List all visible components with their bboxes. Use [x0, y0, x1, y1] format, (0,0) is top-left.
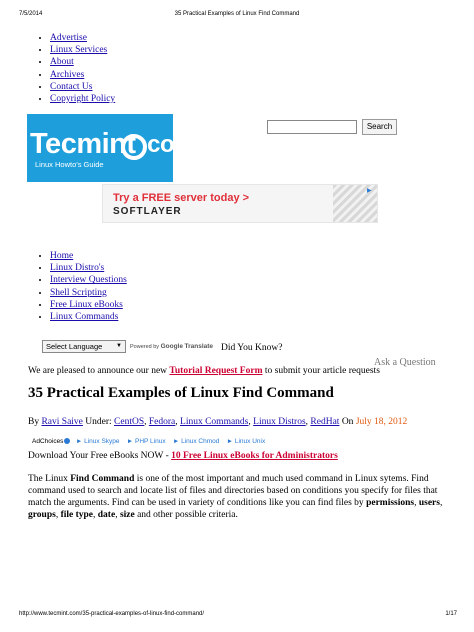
main-menu-shell-scripting[interactable]: Shell Scripting — [50, 287, 107, 298]
main-menu-item — [50, 299, 127, 311]
translate-link[interactable]: Translate — [184, 343, 214, 350]
language-select[interactable] — [42, 340, 126, 353]
top-menu-advertise[interactable]: Advertise — [50, 33, 87, 43]
search-input[interactable] — [267, 120, 357, 134]
top-menu-about[interactable]: About — [50, 57, 74, 68]
print-date: 7/5/2014 — [19, 11, 43, 17]
print-title: 35 Practical Examples of Linux Find Command — [174, 11, 300, 17]
announce-text: We are pleased to announce our new — [28, 366, 170, 376]
category-redhat[interactable]: RedHat — [310, 417, 340, 427]
chevron-down-icon: ▼ — [116, 343, 122, 349]
article-intro: The Linux Find Command is one of the most important and much used command in Linux sytems. Find command used to search and locate list of files and directories based on conditions you specify for files that match the arguments. Find can be used in variety of conditions like you can find files by permissions, users, groups, file type, date, size and other possible criteria. — [28, 474, 443, 520]
adchoices-icon[interactable]: ▶ — [367, 188, 372, 194]
category-linux-distros[interactable]: Linux Distros — [253, 417, 306, 427]
category-centos[interactable]: CentOS — [114, 417, 145, 427]
did-you-know: Did You Know? — [221, 343, 283, 353]
ebook-download-line — [28, 451, 338, 461]
main-menu-item — [50, 274, 127, 286]
byline: By Ravi Saive Under: CentOS, Fedora, Linux Commands, Linux Distros, RedHat On July 18, 2012 — [28, 417, 408, 427]
top-menu-linux-services[interactable]: Linux Services — [50, 45, 108, 56]
ad-brand: SOFTLAYER — [113, 206, 182, 217]
logo-tagline: Linux Howto's Guide — [35, 160, 104, 169]
byline-by: By — [28, 417, 42, 427]
ad-link-linux-unix[interactable]: ► Linux Unix — [226, 438, 266, 445]
search-button[interactable]: Search — [362, 119, 397, 135]
article-title: 35 Practical Examples of Linux Find Command — [28, 385, 334, 401]
logo-com: .com — [141, 131, 196, 158]
main-menu-linux-distros[interactable]: Linux Distro's — [50, 263, 105, 274]
adchoices-icon — [64, 438, 70, 444]
ebooks-link[interactable]: 10 Free Linux eBooks for Administrators — [171, 451, 338, 461]
download-text: Download Your Free eBooks NOW - — [28, 451, 172, 461]
top-menu — [33, 32, 115, 105]
announcement — [28, 366, 380, 376]
ad-link-linux-skype[interactable]: ► Linux Skype — [75, 438, 120, 445]
main-menu-home[interactable]: Home — [50, 251, 74, 261]
category-linux-commands[interactable]: Linux Commands — [180, 417, 249, 427]
main-menu-free-ebooks[interactable]: Free Linux eBooks — [50, 299, 123, 310]
main-menu-linux-commands[interactable]: Linux Commands — [50, 312, 119, 323]
tutorial-request-link[interactable]: Tutorial Request Form — [169, 366, 263, 376]
print-header — [0, 11, 474, 21]
logo-name: Tecmint — [30, 128, 136, 160]
top-menu-item — [50, 81, 115, 93]
main-menu-interview-questions[interactable]: Interview Questions — [50, 275, 127, 286]
top-menu-item — [50, 56, 115, 68]
print-url: http://www.tecmint.com/35-practical-examples-of-linux-find-command/ — [19, 611, 205, 617]
google-translate-credit — [130, 343, 213, 350]
ad-headline: Try a FREE server today > — [113, 192, 250, 204]
site-logo[interactable] — [27, 114, 196, 182]
main-menu-item — [50, 287, 127, 299]
category-fedora[interactable]: Fedora — [148, 417, 176, 427]
top-menu-item — [50, 93, 115, 105]
main-menu-item — [50, 262, 127, 274]
ad-link-php-linux[interactable]: ► PHP Linux — [126, 438, 166, 445]
byline-on: On — [339, 417, 356, 427]
byline-under: Under: — [82, 417, 115, 427]
ask-question-link[interactable]: Ask a Question — [374, 357, 436, 368]
adchoices-label[interactable]: AdChoices — [32, 438, 70, 445]
announce-text-end: to submit your article requests — [262, 366, 380, 376]
main-menu-item — [50, 311, 127, 323]
top-menu-archives[interactable]: Archives — [50, 69, 85, 80]
post-date: July 18, 2012 — [355, 417, 408, 427]
author-link[interactable]: Ravi Saive — [41, 417, 83, 427]
adchoices-links — [32, 438, 265, 445]
main-menu-item — [50, 250, 127, 262]
google-text: Google — [160, 343, 183, 350]
language-select-value: Select Language — [46, 342, 103, 351]
top-menu-item — [50, 32, 115, 44]
ad-banner[interactable] — [102, 184, 378, 223]
ad-link-linux-chmod[interactable]: ► Linux Chmod — [172, 438, 220, 445]
top-menu-copyright-policy[interactable]: Copyright Policy — [50, 94, 116, 105]
page-number: 1/17 — [445, 611, 457, 617]
top-menu-item — [50, 44, 115, 56]
main-menu — [33, 250, 127, 323]
top-menu-item — [50, 69, 115, 81]
top-menu-contact-us[interactable]: Contact Us — [50, 81, 93, 92]
powered-by-text: Powered by — [130, 344, 160, 350]
print-footer — [0, 611, 474, 621]
